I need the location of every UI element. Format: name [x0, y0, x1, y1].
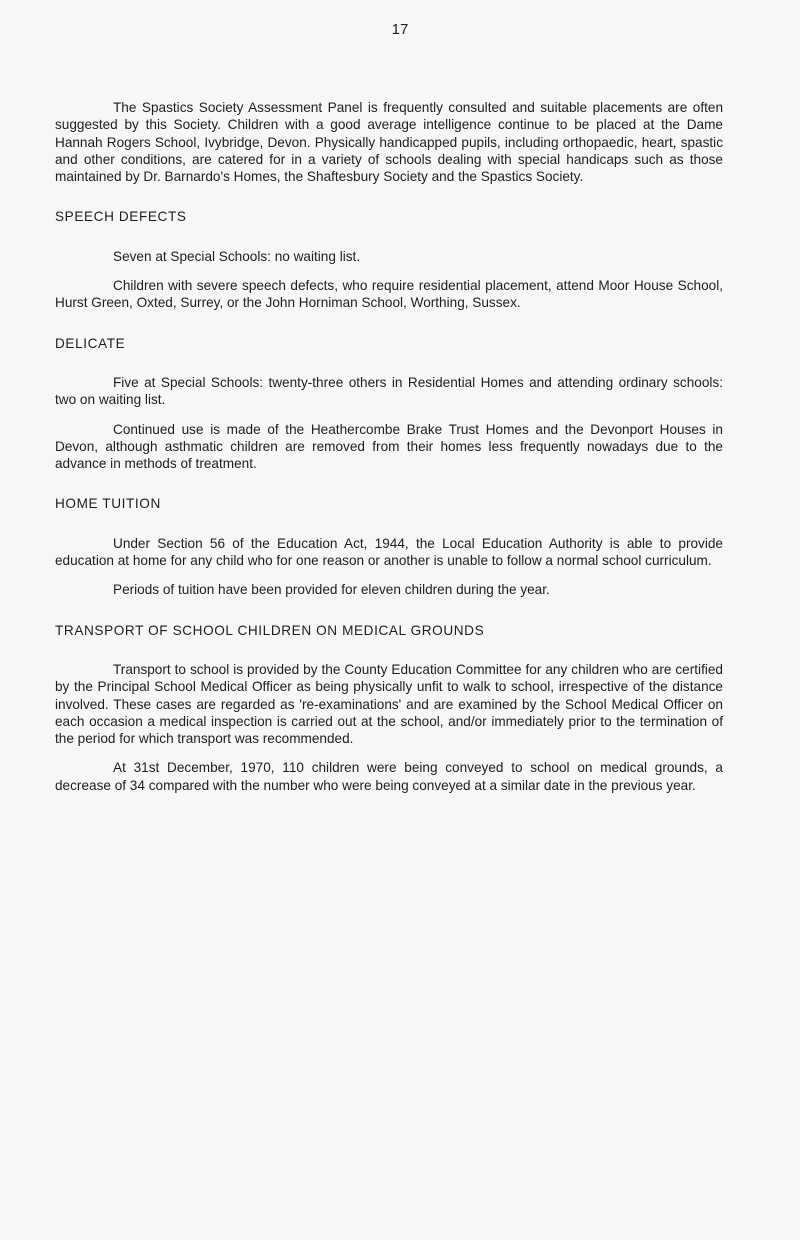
section-paragraph: Children with severe speech defects, who require residential placement, attend Moor House School, Hurst Green, Oxted, Surrey, or the John Horniman School, Worthing, Sussex. — [55, 278, 723, 311]
section-paragraph: Periods of tuition have been provided for eleven children during the year. — [113, 582, 550, 598]
section-paragraph: Seven at Special Schools: no waiting list. — [113, 248, 361, 264]
page-number: 17 — [391, 21, 409, 38]
section-transport — [55, 622, 723, 794]
section-heading: TRANSPORT OF SCHOOL CHILDREN ON MEDICAL GROUNDS — [55, 622, 485, 638]
page-content — [55, 99, 723, 794]
intro-paragraph: The Spastics Society Assessment Panel is frequently consulted and suitable placements are often suggested by this Society. Children with a good average intelligence continue to be placed at the Dame Hannah Rogers School, Ivybridge, Devon. Physically handicapped pupils, including orthopaedic, heart, spastic and other conditions, are catered for in a variety of schools dealing with special handicaps such as those maintained by Dr. Barnardo's Homes, the Shaftesbury Society and the Spastics Society. — [55, 100, 723, 185]
section-heading: DELICATE — [55, 335, 126, 351]
section-heading: HOME TUITION — [55, 496, 161, 512]
section-paragraph: At 31st December, 1970, 110 children were being conveyed to school on medical grounds, a decrease of 34 compared with the number who were being conveyed at a similar date in the previous year. — [55, 760, 723, 793]
section-paragraph: Transport to school is provided by the County Education Committee for any children who are certified by the Principal School Medical Officer as being physically unfit to walk to school, irrespective of the distance involved. These cases are regarded as 're-examinations' and are examined by the School Medical Officer on each occasion a medical inspection is carried out at the school, and/or immediately prior to the termination of the period for which transport was recommended. — [55, 661, 723, 747]
section-delicate — [55, 335, 723, 473]
section-home-tuition — [55, 495, 723, 598]
section-paragraph: Continued use is made of the Heathercombe Brake Trust Homes and the Devonport Houses in Devon, although asthmatic children are removed from their homes less frequently nowadays due to the advance in methods of treatment. — [55, 421, 723, 472]
section-paragraph: Five at Special Schools: twenty-three others in Residential Homes and attending ordinary schools: two on waiting list. — [55, 374, 723, 408]
section-speech-defects — [55, 208, 723, 311]
section-heading: SPEECH DEFECTS — [55, 209, 187, 225]
section-paragraph: Under Section 56 of the Education Act, 1944, the Local Education Authority is able to provide education at home for any child who for one reason or another is unable to follow a normal school curriculum. — [55, 535, 723, 569]
